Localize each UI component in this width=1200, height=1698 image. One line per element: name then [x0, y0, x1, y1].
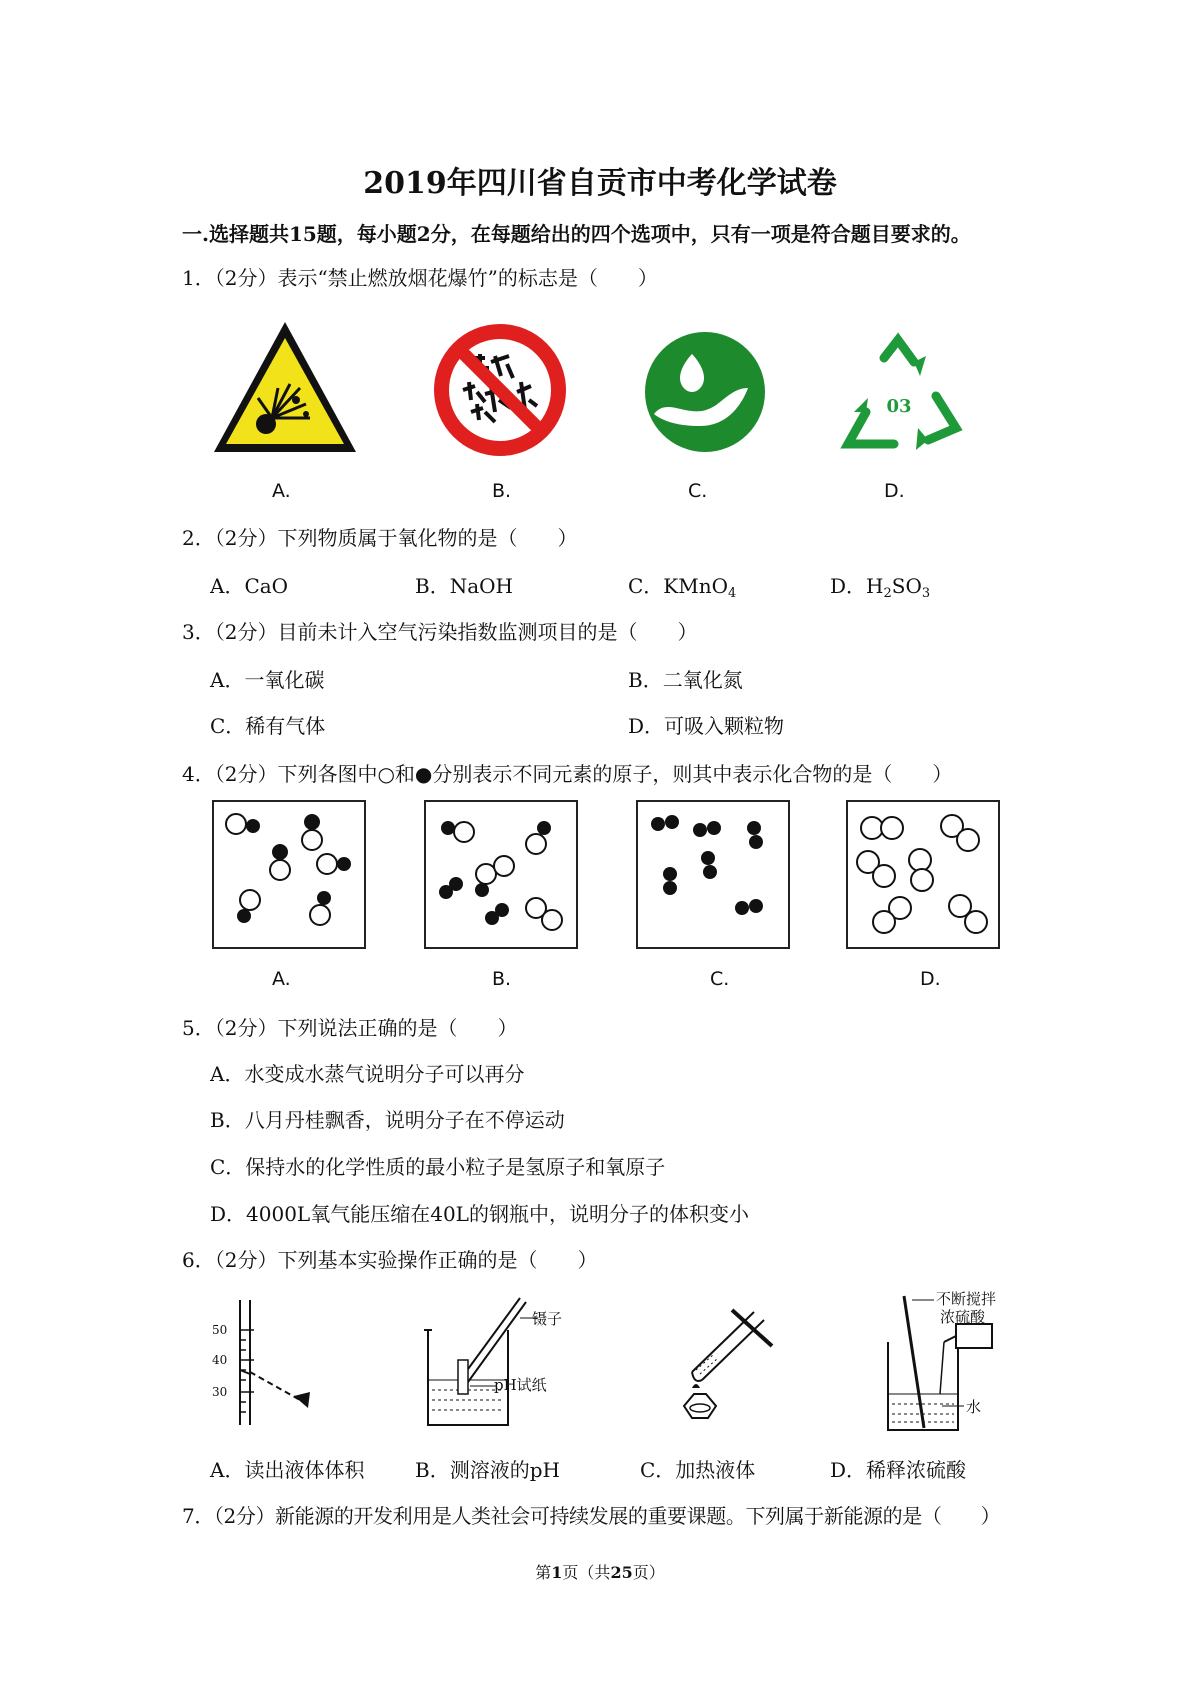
question-4-stem: 4．（2分）下列各图中○和●分别表示不同元素的原子，则其中表示化合物的是（ ）	[182, 762, 953, 786]
recycle-code: 03	[886, 396, 912, 417]
label-water: 水	[966, 1398, 982, 1416]
tick-50: 50	[212, 1323, 228, 1337]
water-saving-icon	[640, 330, 770, 455]
q6-option-a: A．读出液体体积	[210, 1458, 365, 1482]
q4-label-d: D.	[920, 968, 941, 990]
question-6-stem: 6．（2分）下列基本实验操作正确的是（ ）	[182, 1248, 598, 1272]
q2-option-b: B．NaOH	[415, 574, 513, 598]
q3-option-c: C．稀有气体	[210, 714, 326, 738]
page-title: 2019年四川省自贡市中考化学试卷	[363, 166, 837, 201]
q4-box-b	[424, 800, 578, 949]
label-stir: 不断搅拌	[936, 1290, 997, 1308]
question-2-stem: 2．（2分）下列物质属于氧化物的是（ ）	[182, 526, 578, 550]
q2-option-c: C．KMnO$_4$	[628, 574, 737, 601]
q4-label-b: B.	[492, 968, 512, 990]
recycle-icon	[832, 332, 967, 457]
question-3-stem: 3．（2分）目前未计入空气污染指数监测项目的是（ ）	[182, 620, 698, 644]
q1-label-c: C.	[688, 480, 708, 502]
question-7-stem: 7．（2分）新能源的开发利用是人类社会可持续发展的重要课题。下列属于新能源的是（ ）	[182, 1504, 1001, 1528]
explosive-warning-icon	[210, 318, 360, 458]
q6-option-b: B．测溶液的pH	[415, 1458, 560, 1482]
q6-option-c: C．加热液体	[640, 1458, 756, 1482]
label-tweezers: 镊子	[532, 1310, 563, 1328]
q4-label-c: C.	[710, 968, 730, 990]
tick-40: 40	[212, 1353, 228, 1367]
q6-figure-ph-test	[420, 1290, 590, 1430]
question-1-stem: 1．（2分）表示“禁止燃放烟花爆竹”的标志是（ ）	[182, 266, 658, 290]
q5-option-b: B．八月丹桂飘香，说明分子在不停运动	[210, 1108, 565, 1132]
no-fireworks-icon	[425, 320, 575, 460]
q2-option-a: A．CaO	[210, 574, 289, 598]
q6-option-d: D．稀释浓硫酸	[830, 1458, 967, 1482]
q3-option-a: A．一氧化碳	[210, 668, 325, 692]
q6-figure-cylinder	[210, 1300, 330, 1430]
q1-label-b: B.	[492, 480, 512, 502]
q5-option-c: C．保持水的化学性质的最小粒子是氢原子和氧原子	[210, 1155, 666, 1179]
q6-figure-dilution	[882, 1290, 1052, 1435]
section-heading: 一.选择题共15题，每小题2分，在每题给出的四个选项中，只有一项是符合题目要求的。	[182, 222, 971, 246]
q5-option-a: A．水变成水蒸气说明分子可以再分	[210, 1062, 525, 1086]
q4-box-d	[846, 800, 1000, 949]
q1-label-a: A.	[272, 480, 291, 502]
page-footer: 第1页（共25页）	[535, 1563, 665, 1582]
q4-box-c	[636, 800, 790, 949]
label-ph-paper: pH试纸	[494, 1376, 547, 1394]
q5-option-d: D．4000L氧气能压缩在40L的钢瓶中，说明分子的体积变小	[210, 1202, 749, 1226]
q1-label-d: D.	[884, 480, 905, 502]
q3-option-b: B．二氧化氮	[628, 668, 743, 692]
q6-figure-heating	[672, 1300, 782, 1425]
question-5-stem: 5．（2分）下列说法正确的是（ ）	[182, 1016, 518, 1040]
q4-box-a	[212, 800, 366, 949]
label-acid: 浓硫酸	[940, 1308, 986, 1326]
tick-30: 30	[212, 1385, 228, 1399]
q3-option-d: D．可吸入颗粒物	[628, 714, 785, 738]
q2-option-d: D．$H_2SO_3$	[830, 574, 931, 601]
q4-label-a: A.	[272, 968, 291, 990]
